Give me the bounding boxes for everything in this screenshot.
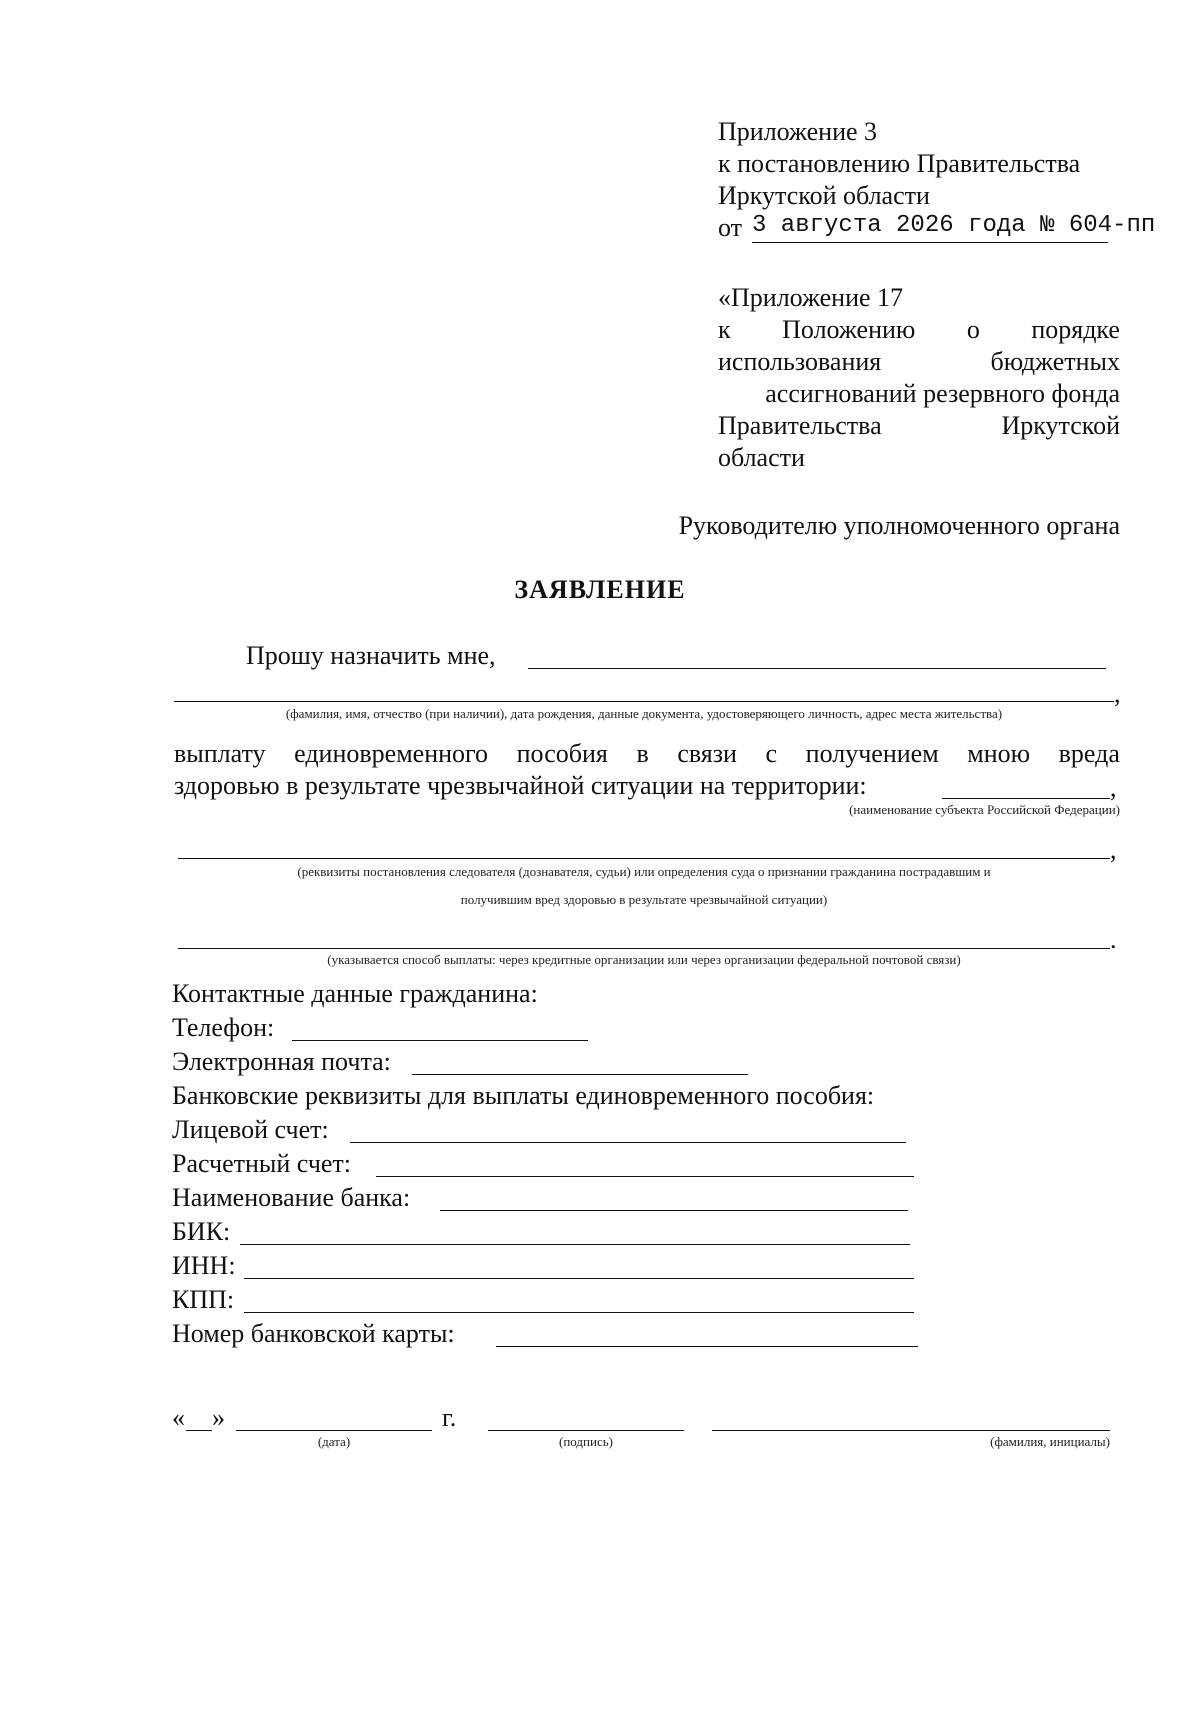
caption-decision-1: (реквизиты постановления следователя (дознавателя, судьи) или определения суда о признании гражданина пострадавшим и bbox=[297, 864, 991, 879]
caption-region: (наименование субъекта Российской Федерации) bbox=[849, 802, 1120, 817]
appendix17-word: Правительства bbox=[718, 411, 882, 440]
full-name-field[interactable] bbox=[712, 1430, 1110, 1431]
personal-account-label: Лицевой счет: bbox=[172, 1115, 329, 1144]
caption-name: (фамилия, инициалы) bbox=[990, 1434, 1110, 1449]
settlement-account-field[interactable] bbox=[376, 1176, 914, 1177]
email-field[interactable] bbox=[412, 1074, 748, 1075]
appendix17-word: порядке bbox=[1031, 315, 1120, 344]
appendix3-line2: к постановлению Правительства bbox=[718, 149, 1081, 178]
body-word: вреда bbox=[1058, 739, 1120, 768]
bank-name-field[interactable] bbox=[440, 1210, 908, 1211]
appendix17-line3 bbox=[718, 346, 1120, 378]
bik-field[interactable] bbox=[240, 1244, 910, 1245]
appendix3-line3: Иркутской области bbox=[718, 181, 930, 210]
appendix17-line6: области bbox=[718, 443, 805, 472]
body-word: связи bbox=[677, 739, 737, 768]
date-field[interactable] bbox=[236, 1430, 432, 1431]
document-title: ЗАЯВЛЕНИЕ bbox=[514, 575, 686, 604]
settlement-account-label: Расчетный счет: bbox=[172, 1149, 352, 1178]
year-suffix: г. bbox=[442, 1403, 457, 1432]
body-word: в bbox=[636, 739, 649, 768]
phone-label: Телефон: bbox=[172, 1013, 275, 1042]
inn-field[interactable] bbox=[244, 1278, 914, 1279]
kpp-label: КПП: bbox=[172, 1285, 235, 1314]
body-word: с bbox=[765, 739, 778, 768]
body-word: пособия bbox=[516, 739, 608, 768]
appendix17-line1: «Приложение 17 bbox=[718, 283, 904, 312]
comma: , bbox=[1110, 835, 1117, 864]
comma: , bbox=[1110, 773, 1117, 802]
day-field[interactable] bbox=[186, 1430, 212, 1431]
card-number-field[interactable] bbox=[496, 1346, 918, 1347]
phone-field[interactable] bbox=[292, 1040, 588, 1041]
email-label: Электронная почта: bbox=[172, 1047, 391, 1076]
inn-label: ИНН: bbox=[172, 1251, 236, 1280]
contacts-heading: Контактные данные гражданина: bbox=[172, 979, 538, 1008]
personal-account-field[interactable] bbox=[350, 1142, 906, 1143]
appendix17-word: о bbox=[966, 315, 980, 344]
appendix17-line2 bbox=[718, 314, 1120, 346]
bank-name-label: Наименование банка: bbox=[172, 1183, 411, 1212]
caption-date: (дата) bbox=[317, 1434, 351, 1449]
request-lead: Прошу назначить мне, bbox=[246, 641, 496, 670]
signature-field[interactable] bbox=[488, 1430, 684, 1431]
appendix17-word: Иркутской bbox=[1001, 411, 1120, 440]
region-line[interactable] bbox=[942, 798, 1110, 799]
body-word: выплату bbox=[174, 739, 266, 768]
appendix17-word: бюджетных bbox=[990, 347, 1120, 376]
appendix3-date-value: 3 августа 2026 года № 604-пп bbox=[752, 212, 1156, 239]
appendix17-word: использования bbox=[718, 347, 882, 376]
caption-payment: (указывается способ выплаты: через кредитные организации или через организации федеральной почтовой связи) bbox=[327, 952, 961, 967]
appendix3-line1: Приложение 3 bbox=[718, 117, 878, 146]
quote-close: » bbox=[212, 1403, 225, 1432]
request-body-line2: здоровью в результате чрезвычайной ситуации на территории: bbox=[174, 771, 867, 800]
addressee: Руководителю уполномоченного органа bbox=[678, 511, 1120, 540]
body-word: единовременного bbox=[294, 739, 489, 768]
caption-person: (фамилия, имя, отчество (при наличии), дата рождения, данные документа, удостоверяющего личность, адрес места жительства) bbox=[285, 706, 1003, 721]
period: . bbox=[1110, 925, 1117, 954]
payment-method-line[interactable] bbox=[178, 948, 1110, 949]
caption-signature: (подпись) bbox=[559, 1434, 613, 1449]
appendix17-line4: ассигнований резервного фонда bbox=[765, 379, 1120, 408]
bik-label: БИК: bbox=[172, 1217, 231, 1246]
quote-open: « bbox=[172, 1403, 185, 1432]
appendix17-line5 bbox=[718, 410, 1120, 442]
request-body-line1 bbox=[174, 738, 1120, 770]
card-number-label: Номер банковской карты: bbox=[172, 1319, 455, 1348]
body-word: мною bbox=[967, 739, 1031, 768]
caption-decision-2: получившим вред здоровью в результате чрезвычайной ситуации) bbox=[460, 892, 828, 907]
decision-line[interactable] bbox=[178, 858, 1110, 859]
body-word: получением bbox=[805, 739, 939, 768]
appendix17-word: Положению bbox=[782, 315, 916, 344]
date-underline bbox=[752, 242, 1108, 243]
fio-line[interactable] bbox=[528, 668, 1106, 669]
kpp-field[interactable] bbox=[244, 1312, 914, 1313]
appendix17-word: к bbox=[718, 315, 731, 344]
appendix3-date-prefix: от bbox=[718, 213, 743, 242]
bank-heading: Банковские реквизиты для выплаты единовременного пособия: bbox=[172, 1081, 875, 1110]
comma: , bbox=[1114, 679, 1121, 708]
person-details-line[interactable] bbox=[174, 701, 1114, 702]
